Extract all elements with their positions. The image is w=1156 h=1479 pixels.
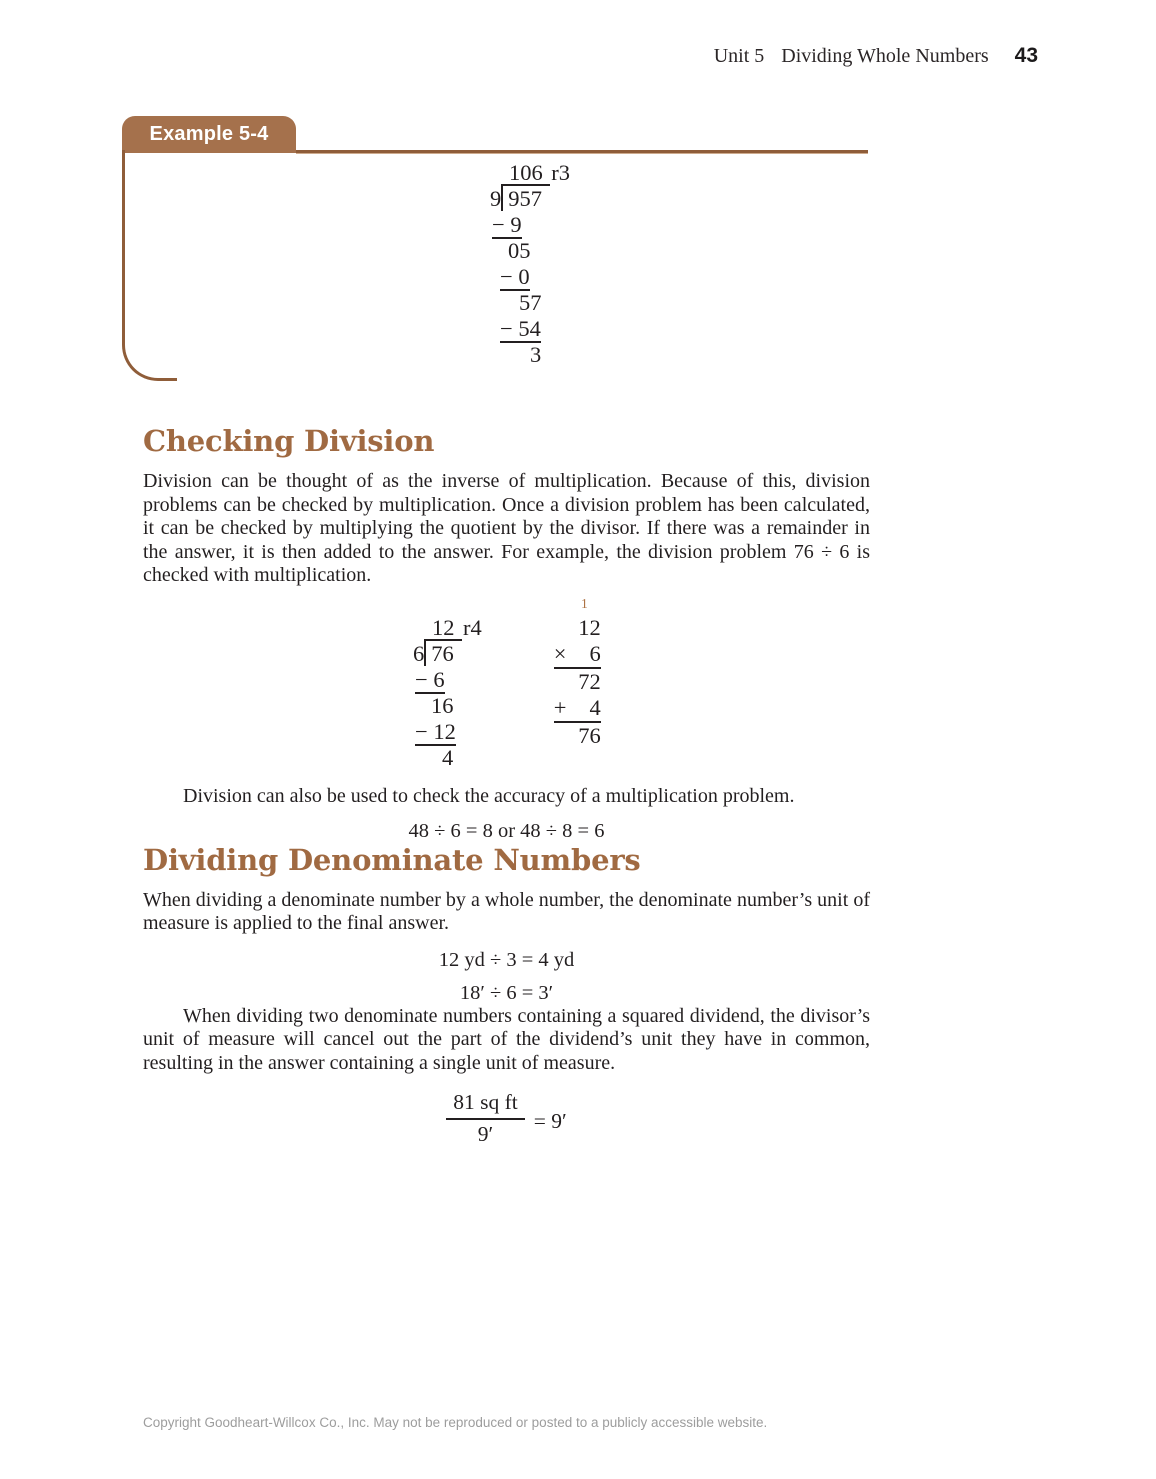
running-head — [714, 44, 1038, 68]
section-heading-dividing-denominate: Dividing Denominate Numbers — [143, 842, 641, 877]
equation-line: 48 ÷ 6 = 8 or 48 ÷ 8 = 6 — [408, 819, 605, 842]
mult-row: 72 — [578, 668, 601, 694]
example-tab-label: Example 5-4 — [149, 123, 269, 145]
equation-line: 12 yd ÷ 3 = 4 yd — [438, 948, 575, 971]
division-step: 05 — [508, 238, 531, 263]
example-box — [122, 116, 868, 384]
worked-examples-row — [143, 596, 870, 771]
body-paragraph: Division can be thought of as the inverse of multiplication. Because of this, division problems can be checked by multiplication. Once a division problem has been calculated, it can be checked by multiplying the quotient by the divisor. If there was a remainder in the answer, it is then added to the answer. For example, the division problem 76 ÷ 6 is checked with multiplication. — [143, 470, 870, 587]
body-paragraph: When dividing a denominate number by a whole number, the denominate number’s unit of measure is applied to the final answer. — [143, 888, 870, 935]
division-step: − 12 — [415, 718, 456, 744]
page-footer: Copyright Goodheart-Willcox Co., Inc. May not be reproduced or posted to a publicly accessible website. — [143, 1415, 768, 1430]
long-division-check — [413, 615, 482, 771]
equation-line: 18′ ÷ 6 = 3′ — [459, 981, 554, 1004]
fraction-denominator: 9′ — [477, 1121, 494, 1146]
divisor-value: 9 — [490, 186, 502, 211]
unit-label: Unit 5 — [713, 45, 765, 67]
body-paragraph: When dividing two denominate numbers containing a squared dividend, the divisor’s unit of measure will cancel out the part of the dividend’s unit they have in common, resulting in the answer containing a single unit of measure. — [143, 1004, 870, 1074]
example-tab — [122, 116, 296, 153]
dividend-value: 957 — [501, 184, 550, 211]
section-heading-checking-division: Checking Division — [143, 424, 435, 458]
dividend-value: 76 — [424, 639, 462, 666]
mult-row: 76 — [578, 722, 601, 748]
mult-row: + 4 — [554, 695, 601, 723]
page-body — [143, 424, 870, 1147]
division-step: − 6 — [415, 666, 445, 692]
division-step: − 9 — [492, 212, 522, 237]
mult-row: 12 — [578, 614, 601, 640]
plus-sign: + — [553, 694, 567, 720]
divisor-dividend-row — [413, 641, 482, 667]
quotient-value: 106 — [509, 160, 543, 185]
body-paragraph: Division can also be used to check the accuracy of a multiplication problem. — [183, 784, 795, 807]
fraction-result: = 9′ — [533, 1108, 567, 1133]
quotient-row — [490, 160, 570, 186]
divisor-value: 6 — [413, 640, 425, 666]
division-step: 3 — [530, 342, 542, 367]
multiplication-check — [554, 596, 601, 749]
carry-digit: 1 — [581, 595, 588, 611]
quotient-value: 12 — [432, 614, 455, 640]
quotient-row — [413, 615, 482, 641]
example-box-top-rule — [296, 150, 868, 153]
division-step: 57 — [519, 290, 542, 315]
fraction-numerator: 81 sq ft — [446, 1090, 525, 1120]
remainder-value: r4 — [463, 614, 482, 640]
times-sign: × — [553, 640, 567, 666]
divisor-dividend-row — [490, 186, 570, 212]
division-step: 4 — [442, 744, 454, 770]
fraction-equation — [143, 1090, 870, 1147]
mult-row: × 6 — [554, 641, 601, 669]
page-number: 43 — [1014, 44, 1038, 67]
example-box-left-rule — [122, 150, 177, 381]
remainder-value: r3 — [551, 160, 571, 185]
fraction-block — [446, 1090, 525, 1147]
carry-row — [554, 596, 601, 615]
long-division-example — [490, 160, 570, 368]
division-step: − 54 — [500, 316, 541, 341]
division-step: 16 — [431, 692, 454, 718]
chapter-title: Dividing Whole Numbers — [781, 45, 989, 67]
division-step: − 0 — [500, 264, 530, 289]
